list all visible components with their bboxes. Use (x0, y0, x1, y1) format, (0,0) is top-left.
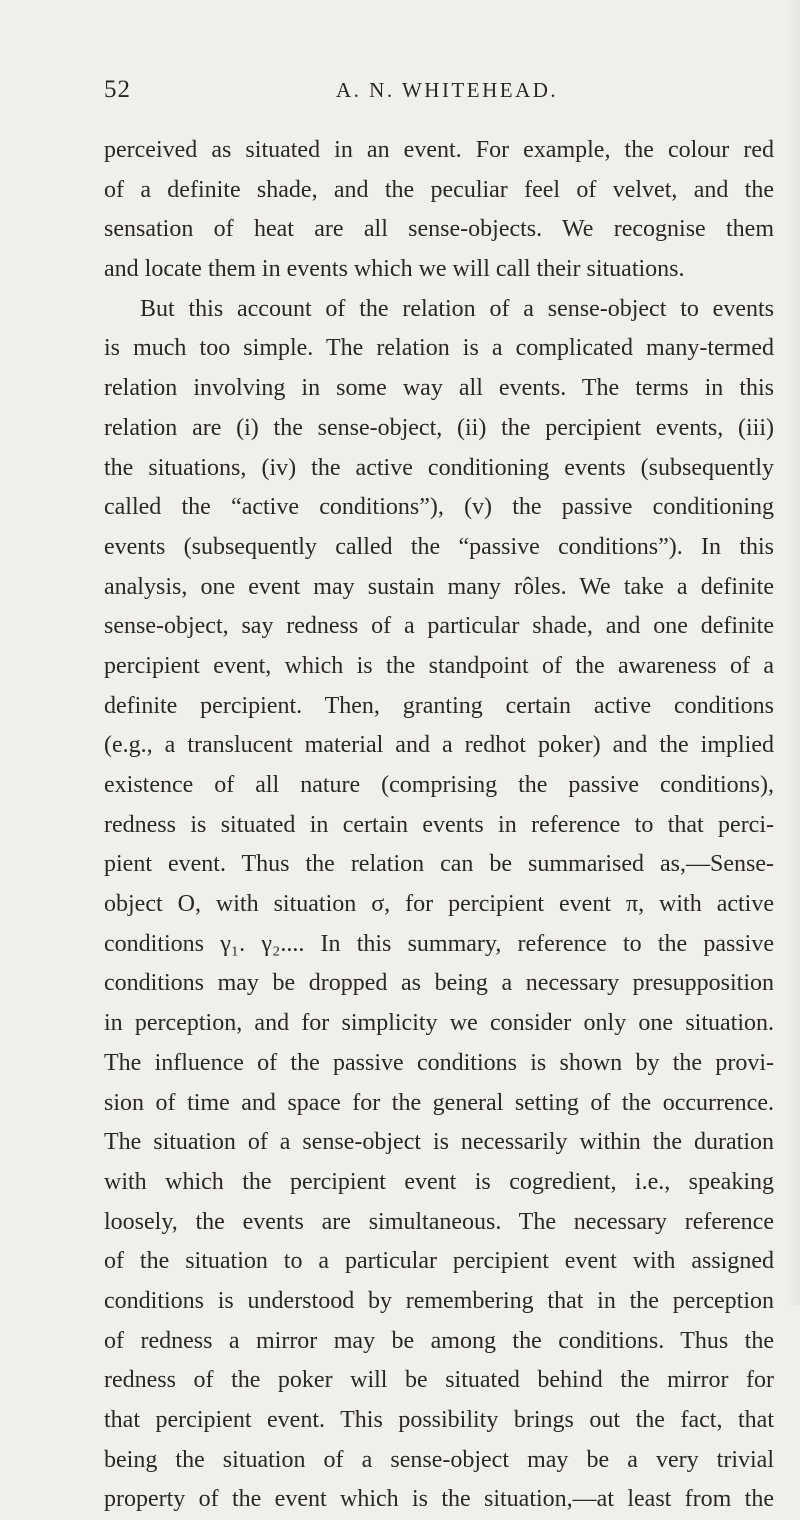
body-text (104, 131, 774, 1520)
text-line: conditions may be dropped as being a necessary presupposition (104, 970, 774, 997)
text-line: relation involving in some way all events. The terms in this (104, 375, 774, 402)
page-edge-shadow (788, 0, 800, 1305)
text-line: conditions γ₁. γ₂.... In this summary, reference to the passive (104, 930, 774, 957)
text-line: The influence of the passive conditions is shown by the provi- (104, 1049, 774, 1076)
text-line: perceived as situated in an event. For example, the colour red (104, 137, 774, 163)
text-line: of the situation to a particular percipient event with assigned (104, 1248, 774, 1275)
text-line: definite percipient. Then, granting certain active conditions (104, 692, 774, 719)
text-line: percipient event, which is the standpoint of the awareness of a (104, 652, 774, 679)
text-line: being the situation of a sense-object may be a very trivial (104, 1446, 774, 1473)
text-line: events (subsequently called the “passive conditions”). In this (104, 533, 774, 560)
text-line: analysis, one event may sustain many rôles. We take a definite (104, 573, 774, 600)
text-line: of redness a mirror may be among the conditions. Thus the (104, 1327, 774, 1354)
text-line: in perception, and for simplicity we consider only one situation. (104, 1010, 774, 1037)
running-head: A. N. WHITEHEAD. (336, 78, 559, 102)
text-line: redness of the poker will be situated behind the mirror for (104, 1367, 774, 1394)
page-number: 52 (104, 76, 131, 103)
text-line: existence of all nature (comprising the passive conditions), (104, 772, 774, 798)
text-line: loosely, the events are simultaneous. The necessary reference (104, 1208, 774, 1235)
text-line: But this account of the relation of a sense-object to events (140, 295, 774, 322)
text-line: object O, with situation σ, for percipient event π, with active (104, 891, 774, 918)
text-line: sensation of heat are all sense-objects. We recognise them (104, 216, 774, 243)
text-line: of a definite shade, and the peculiar feel of velvet, and the (104, 176, 774, 203)
text-line: sion of time and space for the general setting of the occurrence. (104, 1089, 774, 1116)
text-line: with which the percipient event is cogredient, i.e., speaking (104, 1168, 774, 1195)
text-line: conditions is understood by remembering that in the perception (104, 1287, 774, 1314)
text-line: (e.g., a translucent material and a redhot poker) and the implied (104, 732, 774, 759)
text-line: is much too simple. The relation is a complicated many-termed (104, 335, 774, 362)
text-line: sense-object, say redness of a particular shade, and one definite (104, 613, 774, 640)
text-line: relation are (i) the sense-object, (ii) the percipient events, (iii) (104, 414, 774, 441)
text-line: that percipient event. This possibility brings out the fact, that (104, 1407, 774, 1433)
text-line: the situations, (iv) the active conditioning events (subsequently (104, 454, 774, 481)
text-line: property of the event which is the situation,—at least from the (104, 1486, 774, 1513)
page-header (104, 76, 770, 106)
text-line: redness is situated in certain events in reference to that perci- (104, 811, 774, 838)
text-line: pient event. Thus the relation can be summarised as,—Sense- (104, 851, 774, 878)
text-line: called the “active conditions”), (v) the passive conditioning (104, 494, 774, 521)
text-line: The situation of a sense-object is necessarily within the duration (104, 1129, 774, 1156)
text-line: and locate them in events which we will call their situations. (104, 256, 685, 283)
